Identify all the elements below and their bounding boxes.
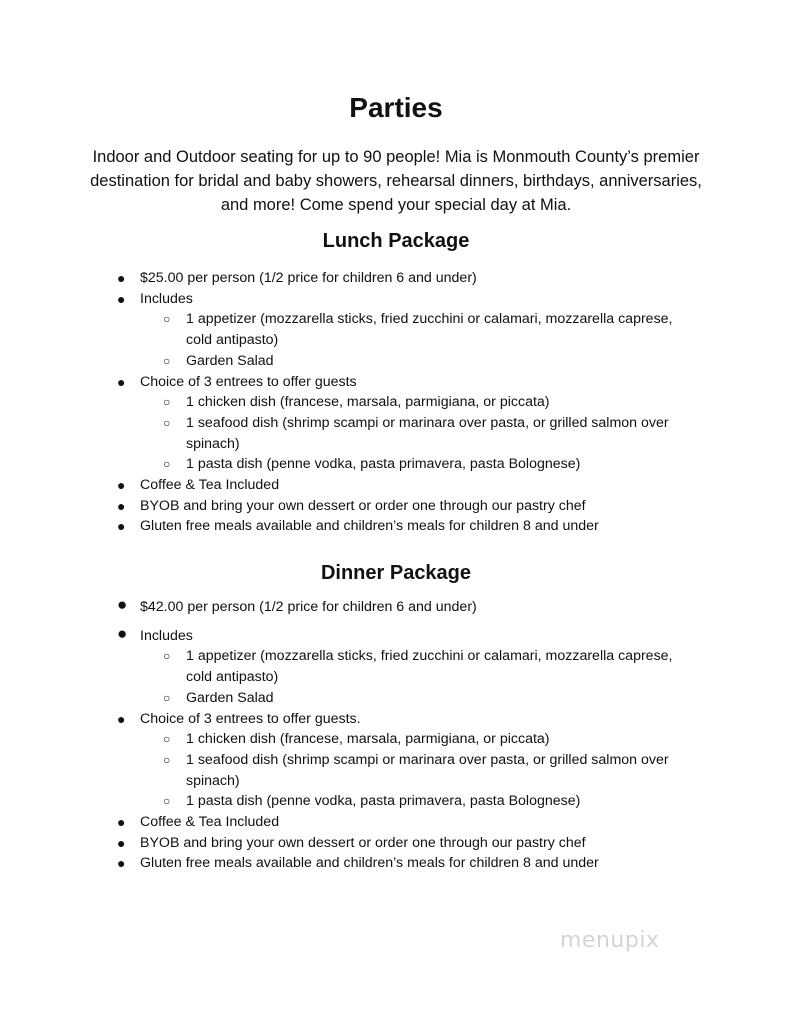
bullet-icon: ●	[117, 477, 126, 494]
circle-bullet-icon: ○	[163, 353, 171, 368]
lunch-gluten: Gluten free meals available and children’s meals for children 8 and under	[140, 518, 599, 535]
circle-bullet-icon: ○	[163, 395, 171, 410]
dinner-byob: BYOB and bring your own dessert or order one through our pastry chef	[140, 834, 586, 851]
dinner-entree-item: 1 chicken dish (francese, marsala, parmigiana, or piccata)	[186, 731, 550, 748]
circle-bullet-icon: ○	[163, 415, 171, 430]
circle-bullet-icon: ○	[163, 690, 171, 705]
lunch-entree-item: 1 pasta dish (penne vodka, pasta primavera, pasta Bolognese)	[186, 456, 581, 473]
bullet-icon: ●	[117, 270, 126, 286]
bullet-icon: ●	[117, 710, 126, 727]
bullet-icon: ●	[117, 373, 126, 390]
dinner-coffee: Coffee & Tea Included	[140, 814, 280, 831]
list-item	[0, 454, 792, 475]
list-item	[0, 268, 792, 289]
list-item	[0, 309, 792, 350]
bullet-icon: ●	[117, 290, 126, 307]
circle-bullet-icon: ○	[163, 752, 171, 767]
list-item	[0, 372, 792, 393]
list-item	[0, 351, 792, 372]
page-title: Parties	[349, 92, 443, 123]
circle-bullet-icon: ○	[163, 732, 171, 747]
dinner-package-heading: Dinner Package	[320, 562, 472, 584]
circle-bullet-icon: ○	[163, 649, 171, 664]
circle-bullet-icon: ○	[163, 312, 171, 327]
bullet-icon: ●	[117, 834, 126, 851]
list-item	[0, 812, 792, 833]
list-item	[0, 853, 792, 874]
dinner-include-item: Garden Salad	[186, 689, 274, 706]
list-item	[0, 597, 792, 618]
list-item	[0, 496, 792, 517]
menupix-watermark: menupix	[560, 928, 660, 953]
intro-paragraph: Indoor and Outdoor seating for up to 90 people! Mia is Monmouth County’s premier destination for bridal and baby showers, rehearsal dinners, birthdays, anniversaries, and more! Come spend your special day at Mia.	[90, 148, 702, 214]
lunch-coffee: Coffee & Tea Included	[140, 477, 280, 494]
list-item	[0, 289, 792, 310]
list-item	[0, 688, 792, 709]
bullet-icon: ●	[117, 855, 126, 872]
list-item	[0, 413, 792, 454]
bullet-icon: ●	[117, 518, 126, 535]
list-item	[0, 833, 792, 854]
list-item	[0, 729, 792, 750]
lunch-entree-item: 1 seafood dish (shrimp scampi or marinara over pasta, or grilled salmon over spinach)	[186, 414, 669, 452]
list-item	[0, 623, 792, 647]
circle-bullet-icon: ○	[163, 794, 171, 809]
bullet-icon: ●	[117, 497, 126, 514]
list-item	[0, 791, 792, 812]
bullet-icon: ●	[117, 595, 128, 614]
bullet-icon: ●	[117, 814, 126, 831]
lunch-include-item: Garden Salad	[186, 352, 274, 369]
lunch-package-heading: Lunch Package	[322, 230, 470, 252]
lunch-include-item: 1 appetizer (mozzarella sticks, fried zucchini or calamari, mozzarella caprese, cold antipasto)	[186, 311, 673, 349]
dinner-entree-item: 1 pasta dish (penne vodka, pasta primavera, pasta Bolognese)	[186, 793, 581, 810]
lunch-price: $25.00 per person (1/2 price for children 6 and under)	[140, 270, 477, 286]
lunch-includes: Includes	[140, 290, 193, 307]
dinner-entree-item: 1 seafood dish (shrimp scampi or marinara over pasta, or grilled salmon over spinach)	[186, 751, 669, 789]
dinner-price: $42.00 per person (1/2 price for children 6 and under)	[140, 599, 477, 615]
dinner-include-item: 1 appetizer (mozzarella sticks, fried zucchini or calamari, mozzarella caprese, cold antipasto)	[186, 648, 673, 686]
circle-bullet-icon: ○	[163, 457, 171, 472]
bullet-icon: ●	[117, 623, 128, 643]
list-item	[0, 709, 792, 730]
dinner-entrees: Choice of 3 entrees to offer guests.	[140, 710, 361, 727]
lunch-entrees: Choice of 3 entrees to offer guests	[140, 373, 357, 390]
list-item	[0, 516, 792, 537]
dinner-package-list	[0, 597, 792, 874]
list-item	[0, 392, 792, 413]
lunch-package-list	[0, 268, 792, 537]
list-item	[0, 750, 792, 791]
lunch-entree-item: 1 chicken dish (francese, marsala, parmigiana, or piccata)	[186, 394, 550, 411]
dinner-gluten: Gluten free meals available and children’s meals for children 8 and under	[140, 855, 599, 872]
list-item	[0, 646, 792, 687]
lunch-byob: BYOB and bring your own dessert or order one through our pastry chef	[140, 497, 586, 514]
list-item	[0, 475, 792, 496]
dinner-includes: Includes	[140, 627, 193, 644]
